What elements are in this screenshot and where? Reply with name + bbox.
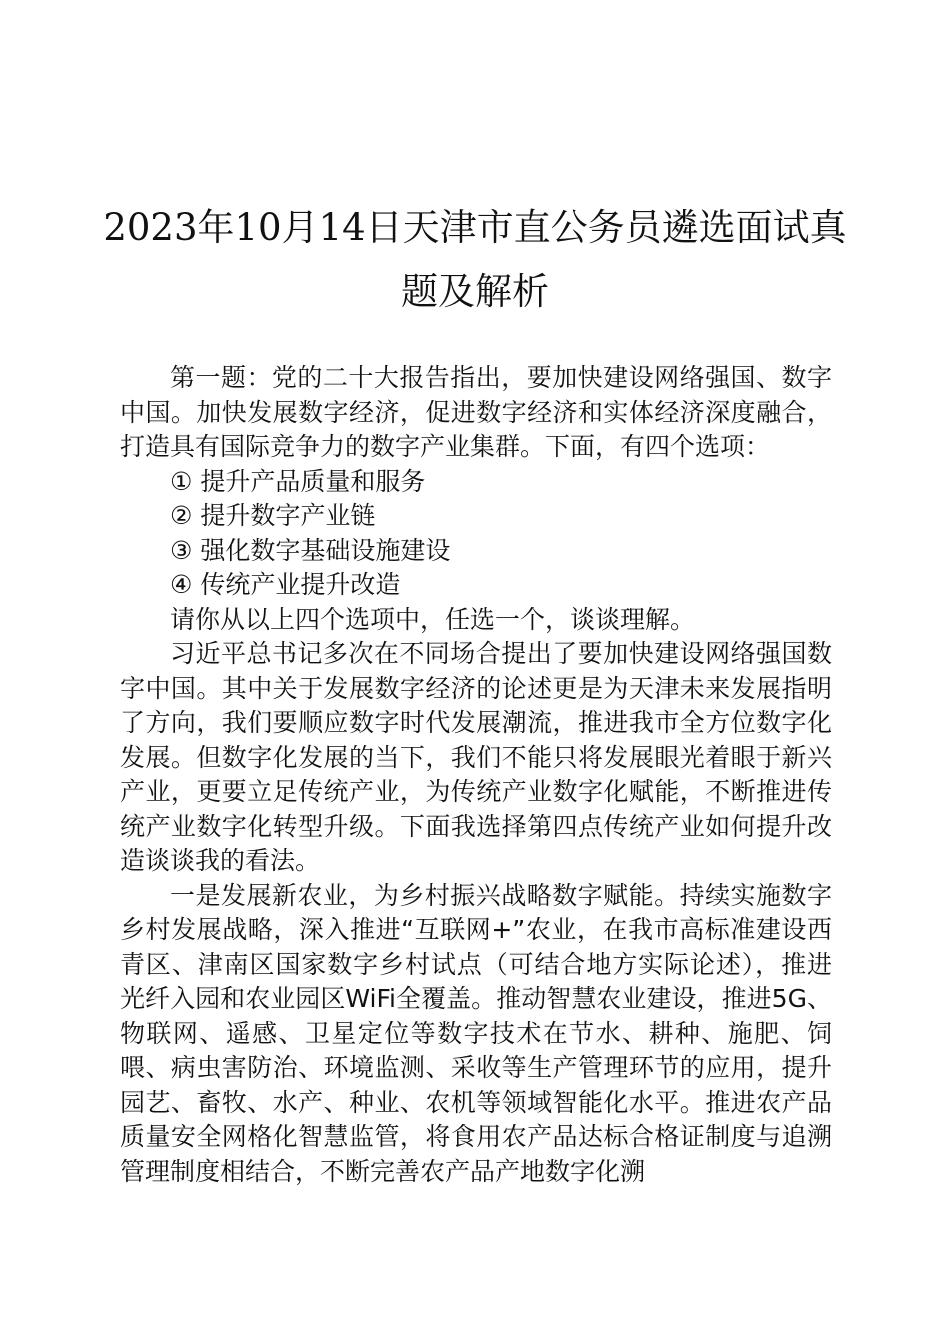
option-item-1: ① 提升产品质量和服务 bbox=[170, 466, 426, 496]
question-prompt: 请你从以上四个选项中，任选一个，谈谈理解。 bbox=[170, 604, 696, 634]
document-title bbox=[100, 196, 850, 324]
question-paragraph: 第一题：党的二十大报告指出，要加快建设网络强国、数字中国。加快发展数字经济，促进数字经济和实体经济深度融合，打造具有国际竞争力的数字产业集群。下面，有四个选项： bbox=[120, 363, 832, 461]
title-line-2: 题及解析 bbox=[401, 270, 549, 313]
answer-intro-paragraph: 习近平总书记多次在不同场合提出了要加快建设网络强国数字中国。其中关于发展数字经济的论述更是为天津未来发展指明了方向，我们要顺应数字时代发展潮流，推进我市全方位数字化发展。但数字化发展的当下，我们不能只将发展眼光着眼于新兴产业，更要立足传统产业，为传统产业数字化赋能，不断推进传统产业数字化转型升级。下面我选择第四点传统产业如何提升改造谈谈我的看法。 bbox=[120, 639, 832, 875]
title-line-1: 2023年10月14日天津市直公务员遴选面试真 bbox=[103, 206, 847, 249]
option-item-3: ③ 强化数字基础设施建设 bbox=[170, 535, 451, 565]
answer-point-1-paragraph: 一是发展新农业，为乡村振兴战略数字赋能。持续实施数字乡村发展战略，深入推进“互联网+”农业，在我市高标准建设西青区、津南区国家数字乡村试点（可结合地方实际论述），推进光纤入园和农业园区WiFi全覆盖。推动智慧农业建设，推进5G、物联网、遥感、卫星定位等数字技术在节水、耕种、施肥、饲喂、病虫害防治、环境监测、采收等生产管理环节的应用，提升园艺、畜牧、水产、种业、农机等领域智能化水平。推进农产品质量安全网格化智慧监管，将食用农产品达标合格证制度与追溯管理制度相结合，不断完善农产品产地数字化溯 bbox=[120, 880, 832, 1186]
option-item-4: ④ 传统产业提升改造 bbox=[170, 570, 401, 599]
option-item-2: ② 提升数字产业链 bbox=[170, 501, 376, 530]
document-body bbox=[120, 361, 832, 1189]
